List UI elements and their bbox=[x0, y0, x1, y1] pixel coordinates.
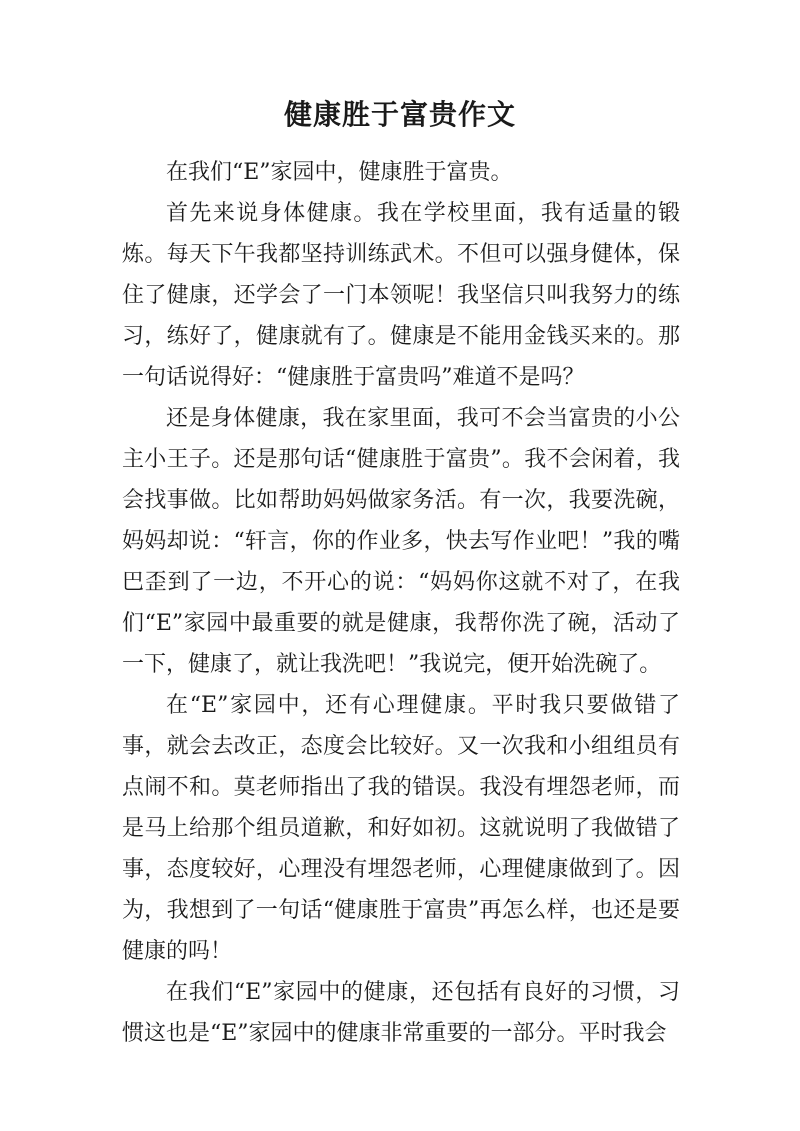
document-title: 健康胜于富贵作文 bbox=[283, 98, 516, 131]
document-body bbox=[122, 152, 680, 1054]
paragraph-3: 还是身体健康，我在家里面，我可不会当富贵的小公主小王子。还是那句话“健康胜于富贵”。我不会闲着，我会找事做。比如帮助妈妈做家务活。有一次，我要洗碗，妈妈却说：“轩言，你的作业多，快去写作业吧！”我的嘴巴歪到了一边，不开心的说：“妈妈你这就不对了，在我们“E”家园中最重要的就是健康，我帮你洗了碗，活动了一下，健康了，就让我洗吧！”我说完，便开始洗碗了。 bbox=[122, 406, 680, 677]
paragraph-1: 在我们“E”家园中，健康胜于富贵。 bbox=[166, 160, 513, 185]
paragraph-2: 首先来说身体健康。我在学校里面，我有适量的锻炼。每天下午我都坚持训练武术。不但可以强身健体，保住了健康，还学会了一门本领呢！我坚信只叫我努力的练习，练好了，健康就有了。健康是不能用金钱买来的。那一句话说得好：“健康胜于富贵吗”难道不是吗？ bbox=[122, 201, 680, 390]
paragraph-5: 在我们“E”家园中的健康，还包括有良好的习惯，习惯这也是“E”家园中的健康非常重要的一部分。平时我会 bbox=[122, 980, 680, 1046]
paragraph-4: 在“E”家园中，还有心理健康。平时我只要做错了事，就会去改正，态度会比较好。又一次我和小组组员有点闹不和。莫老师指出了我的错误。我没有埋怨老师，而是马上给那个组员道歉，和好如初。这就说明了我做错了事，态度较好，心理没有埋怨老师，心理健康做到了。因为，我想到了一句话“健康胜于富贵”再怎么样，也还是要健康的吗！ bbox=[122, 693, 680, 964]
